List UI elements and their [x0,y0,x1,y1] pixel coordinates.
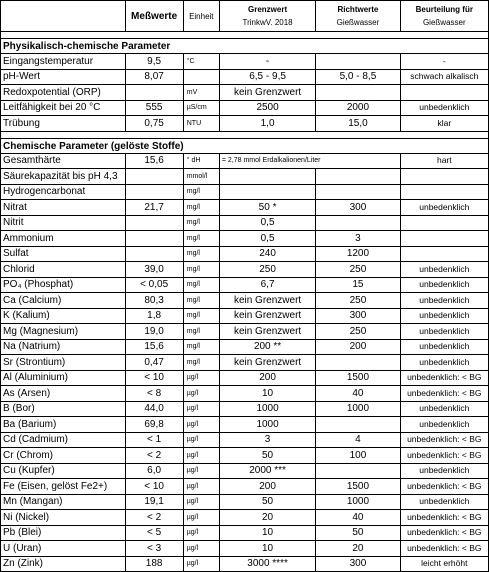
assessment: unbedenklich [400,417,488,433]
header-einheit: Einheit [183,1,219,32]
assessment [400,184,488,200]
grenzwert-value: 200 [219,479,315,495]
header-parameter-cell [1,1,126,32]
richtwert-value [316,54,400,70]
richtwert-value: 20 [316,541,400,557]
table-row [1,448,489,464]
assessment: unbedenklich: < BG [400,541,488,557]
parameter-name: Ba (Barium) [1,417,126,433]
unit: µg/l [183,370,219,386]
assessment: schwach alkalisch [400,69,488,85]
richtwert-value: 1200 [316,246,400,262]
header-grenzwert [219,1,315,32]
grenzwert-value: 10 [219,386,315,402]
measured-value: < 10 [125,370,183,386]
header-richtwerte [316,1,400,32]
measured-value: 44,0 [125,401,183,417]
unit [183,69,219,85]
measured-value [125,85,183,101]
header-richtwerte-title: Richtwerte [337,5,379,14]
parameter-name: Pb (Blei) [1,525,126,541]
assessment: unbedenklich [400,463,488,479]
header-beurteilung-sub: Gießwasser [422,18,466,27]
parameter-name: Fe (Eisen, gelöst Fe2+) [1,479,126,495]
richtwert-value: 300 [316,308,400,324]
parameter-name: pH-Wert [1,69,126,85]
measured-value: 15,6 [125,339,183,355]
unit: mg/l [183,324,219,340]
measured-value: 1,8 [125,308,183,324]
unit: µg/l [183,386,219,402]
parameter-name: Cr (Chrom) [1,448,126,464]
assessment: unbedenklich: < BG [400,386,488,402]
measured-value [125,231,183,247]
richtwert-value: 40 [316,510,400,526]
measured-value: 0,75 [125,116,183,132]
unit: mV [183,85,219,101]
measured-value [125,184,183,200]
grenzwert-value: 0,5 [219,231,315,247]
assessment: unbedenklich [400,308,488,324]
unit: mg/l [183,246,219,262]
table-row [1,308,489,324]
grenzwert-value: 2500 [219,100,315,116]
unit: mg/l [183,184,219,200]
unit: mg/l [183,277,219,293]
richtwert-value: 1000 [316,494,400,510]
parameter-name: Sr (Strontium) [1,355,126,371]
assessment: unbedenklich [400,200,488,216]
unit: mg/l [183,215,219,231]
unit: mg/l [183,293,219,309]
assessment: unbedenklich: < BG [400,479,488,495]
parameter-name: Nitrit [1,215,126,231]
richtwert-value: 300 [316,200,400,216]
measured-value: 39,0 [125,262,183,278]
unit: °C [183,54,219,70]
parameter-name: Ca (Calcium) [1,293,126,309]
table-row [1,324,489,340]
table-row [1,510,489,526]
section-title: Chemische Parameter (gelöste Stoffe) [1,138,489,153]
measured-value: < 2 [125,448,183,464]
measured-value: 9,5 [125,54,183,70]
measured-value [125,169,183,185]
header-beurteilung [400,1,488,32]
table-row [1,556,489,572]
grenzwert-value: 2000 *** [219,463,315,479]
unit: ° dH [183,153,219,169]
header-messwerte: Meßwerte [125,1,183,32]
grenzwert-value: 1000 [219,401,315,417]
measured-value: < 3 [125,541,183,557]
parameter-name: Hydrogencarbonat [1,184,126,200]
section-title-row [1,39,489,54]
parameter-name: Chlorid [1,262,126,278]
measured-value: 8,07 [125,69,183,85]
measured-value: 19,0 [125,324,183,340]
measured-value: 6,0 [125,463,183,479]
parameter-name: Trübung [1,116,126,132]
assessment [400,85,488,101]
assessment: - [400,54,488,70]
assessment: unbedenklich: < BG [400,525,488,541]
measured-value: 80,3 [125,293,183,309]
measured-value: < 5 [125,525,183,541]
parameter-name: Zn (Zink) [1,556,126,572]
measured-value [125,215,183,231]
richtwert-value: 15,0 [316,116,400,132]
parameter-name: Mg (Magnesium) [1,324,126,340]
measured-value: 188 [125,556,183,572]
assessment: hart [400,153,488,169]
header-grenzwert-title: Grenzwert [248,5,288,14]
header-grenzwert-sub: TrinkwV. 2018 [242,18,293,27]
parameter-name: Sulfat [1,246,126,262]
table-row [1,525,489,541]
unit: µS/cm [183,100,219,116]
table-row [1,370,489,386]
measured-value: < 10 [125,479,183,495]
assessment: klar [400,116,488,132]
unit: µg/l [183,541,219,557]
table-row [1,69,489,85]
unit: mg/l [183,355,219,371]
richtwert-value: 250 [316,293,400,309]
grenzwert-value [219,169,315,185]
table-row [1,355,489,371]
parameter-name: Mn (Mangan) [1,494,126,510]
section-gap [1,131,489,138]
grenzwert-value: 10 [219,541,315,557]
header-richtwerte-sub: Gießwasser [336,18,380,27]
parameter-name: Al (Aluminium) [1,370,126,386]
measured-value: 555 [125,100,183,116]
grenzwert-value: 6,5 - 9,5 [219,69,315,85]
richtwert-value [316,355,400,371]
richtwert-value [316,215,400,231]
richtwert-value: 50 [316,525,400,541]
richtwert-value: 100 [316,448,400,464]
measured-value: 21,7 [125,200,183,216]
header-row [1,1,489,32]
assessment [400,169,488,185]
grenzwert-value: kein Grenzwert [219,324,315,340]
grenzwert-value: 50 [219,494,315,510]
unit: mg/l [183,308,219,324]
table-row [1,100,489,116]
parameter-name: Na (Natrium) [1,339,126,355]
richtwert-value: 40 [316,386,400,402]
section-gap [1,32,489,39]
parameter-name: U (Uran) [1,541,126,557]
assessment: leicht erhöht [400,556,488,572]
header-beurteilung-title: Beurteilung für [415,5,473,14]
grenzwert-value: 0,5 [219,215,315,231]
table-row [1,184,489,200]
grenzwert-value: kein Grenzwert [219,308,315,324]
parameter-name: Cd (Cadmium) [1,432,126,448]
section-gap-cell [1,32,489,39]
grenzwert-value: 3 [219,432,315,448]
richtwert-value: 2000 [316,100,400,116]
unit: µg/l [183,510,219,526]
table-row [1,541,489,557]
section-title-row [1,138,489,153]
grenzwert-value: 10 [219,525,315,541]
grenzwert-value: kein Grenzwert [219,85,315,101]
table-row [1,215,489,231]
assessment [400,215,488,231]
assessment: unbedenklich: < BG [400,432,488,448]
parameter-name: Eingangstemperatur [1,54,126,70]
unit: µg/l [183,556,219,572]
parameter-name: Cu (Kupfer) [1,463,126,479]
grenzwert-value [219,184,315,200]
richtwert-value: 250 [316,324,400,340]
richtwert-value [316,169,400,185]
unit: mmol/l [183,169,219,185]
richtwert-value: 3 [316,231,400,247]
grenzwert-value: 6,7 [219,277,315,293]
table-row [1,153,489,169]
parameter-name: B (Bor) [1,401,126,417]
richtwert-value [316,85,400,101]
parameter-name: PO₄ (Phosphat) [1,277,126,293]
grenzwert-value: 1000 [219,417,315,433]
measured-value: < 0,05 [125,277,183,293]
assessment [400,231,488,247]
richtwert-value [316,184,400,200]
parameter-name: Redoxpotential (ORP) [1,85,126,101]
table-row [1,463,489,479]
unit: mg/l [183,231,219,247]
grenzwert-value: 200 ** [219,339,315,355]
table-row [1,262,489,278]
grenzwert-value: kein Grenzwert [219,355,315,371]
table-row [1,246,489,262]
unit: µg/l [183,401,219,417]
measured-value: 69,8 [125,417,183,433]
parameter-name: Leitfähigkeit bei 20 °C [1,100,126,116]
assessment: unbedenklich [400,100,488,116]
parameter-name: Nitrat [1,200,126,216]
assessment: unbedenklich [400,401,488,417]
table-row [1,432,489,448]
measured-value: < 2 [125,510,183,526]
richtwert-value [316,417,400,433]
table-row [1,479,489,495]
richtwert-value: 250 [316,262,400,278]
richtwert-value: 1500 [316,479,400,495]
measured-value: 19,1 [125,494,183,510]
measured-value: < 1 [125,432,183,448]
table-row [1,494,489,510]
richtwert-value: 300 [316,556,400,572]
assessment: unbedenklich [400,355,488,371]
unit: µg/l [183,494,219,510]
table-row [1,386,489,402]
table-row [1,54,489,70]
unit: mg/l [183,262,219,278]
parameter-name: Säurekapazität bis pH 4,3 [1,169,126,185]
unit: mg/l [183,200,219,216]
parameter-name: Gesamthärte [1,153,126,169]
parameter-name: K (Kalium) [1,308,126,324]
table-row [1,293,489,309]
grenzwert-value: 1,0 [219,116,315,132]
grenzwert-value: 200 [219,370,315,386]
assessment: unbedenklich [400,339,488,355]
richtwert-value: 1500 [316,370,400,386]
measured-value [125,246,183,262]
assessment: unbedenklich: < BG [400,448,488,464]
measured-value: 15,6 [125,153,183,169]
table-row [1,277,489,293]
measured-value: < 8 [125,386,183,402]
unit: µg/l [183,525,219,541]
assessment [400,246,488,262]
richtwert-value [316,463,400,479]
richtwert-value: 5,0 - 8,5 [316,69,400,85]
table-row [1,417,489,433]
richtwert-value: 1000 [316,401,400,417]
assessment: unbedenklich [400,293,488,309]
parameter-name: As (Arsen) [1,386,126,402]
grenzwert-value: 50 * [219,200,315,216]
table-row [1,231,489,247]
unit: µg/l [183,479,219,495]
assessment: unbedenklich [400,262,488,278]
unit: NTU [183,116,219,132]
richtwert-value: 4 [316,432,400,448]
parameter-name: Ni (Nickel) [1,510,126,526]
hardness-note: = 2,78 mmol Erdalkalionen/Liter [219,153,400,169]
grenzwert-value: 250 [219,262,315,278]
grenzwert-value: 3000 **** [219,556,315,572]
table-row [1,200,489,216]
assessment: unbedenklich [400,277,488,293]
grenzwert-value: 50 [219,448,315,464]
section-gap-cell [1,131,489,138]
assessment: unbedenklich [400,324,488,340]
measured-value: 0,47 [125,355,183,371]
grenzwert-value: - [219,54,315,70]
table-row [1,339,489,355]
unit: µg/l [183,448,219,464]
grenzwert-value: 20 [219,510,315,526]
grenzwert-value: kein Grenzwert [219,293,315,309]
table-row [1,85,489,101]
parameter-name: Ammonium [1,231,126,247]
unit: µg/l [183,463,219,479]
assessment: unbedenklich: < BG [400,510,488,526]
section-title: Physikalisch-chemische Parameter [1,39,489,54]
table-body [1,1,489,572]
unit: mg/l [183,339,219,355]
unit: µg/l [183,432,219,448]
richtwert-value: 200 [316,339,400,355]
assessment: unbedenklich: < BG [400,370,488,386]
grenzwert-value: 240 [219,246,315,262]
unit: µg/l [183,417,219,433]
table-row [1,169,489,185]
richtwert-value: 15 [316,277,400,293]
table-row [1,401,489,417]
table-row [1,116,489,132]
assessment: unbedenklich [400,494,488,510]
